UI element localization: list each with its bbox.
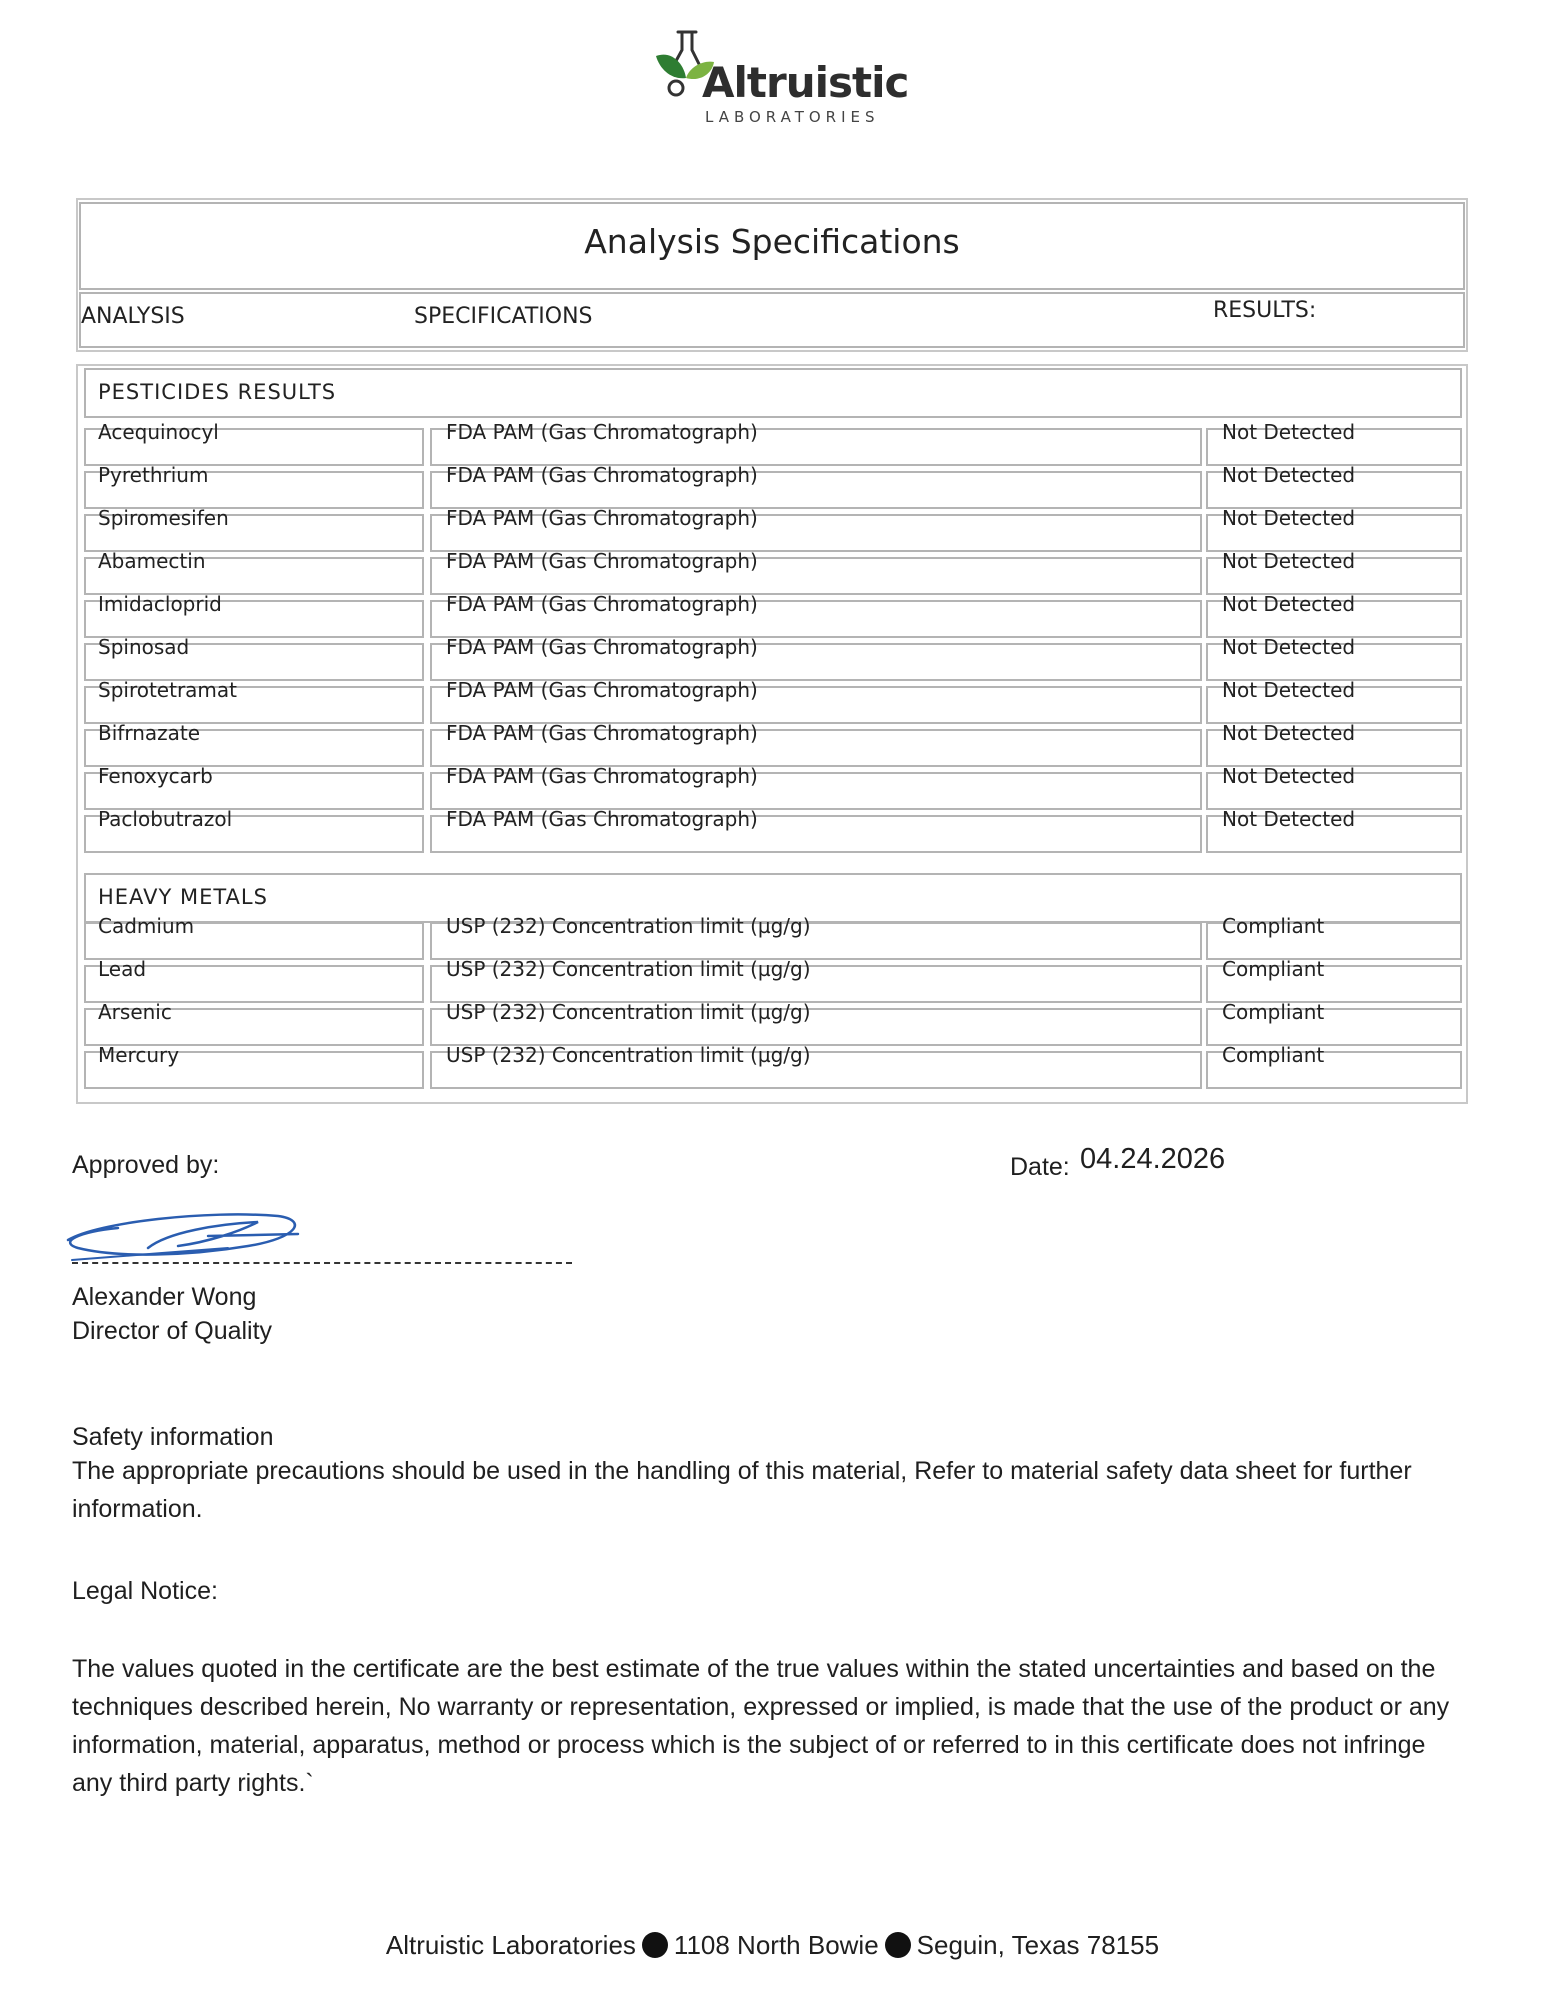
row-specification: FDA PAM (Gas Chromatograph) xyxy=(446,635,758,659)
row-result: Compliant xyxy=(1222,1043,1325,1067)
safety-body: The appropriate precautions should be used in the handling of this material, Refer to material safety data sheet for further information. xyxy=(72,1457,1412,1523)
row-analysis: Mercury xyxy=(98,1043,180,1067)
row-specification: USP (232) Concentration limit (µg/g) xyxy=(446,1043,811,1067)
row-specification: FDA PAM (Gas Chromatograph) xyxy=(446,721,758,745)
row-result: Not Detected xyxy=(1222,420,1356,444)
row-specification: USP (232) Concentration limit (µg/g) xyxy=(446,957,811,981)
section-title-heavy-metals: HEAVY METALS xyxy=(98,885,268,909)
page-title: Analysis Specifications xyxy=(584,222,960,261)
row-result: Not Detected xyxy=(1222,506,1356,530)
date-label: Date: xyxy=(1010,1153,1070,1181)
row-analysis: Abamectin xyxy=(98,549,206,573)
row-result: Not Detected xyxy=(1222,764,1356,788)
row-specification: FDA PAM (Gas Chromatograph) xyxy=(446,592,758,616)
row-analysis: Arsenic xyxy=(98,1000,172,1024)
row-analysis: Lead xyxy=(98,957,147,981)
footer-city: Seguin, Texas 78155 xyxy=(916,1930,1160,1960)
company-logo xyxy=(650,28,909,138)
safety-title: Safety information xyxy=(72,1423,274,1451)
row-analysis: Paclobutrazol xyxy=(98,807,233,831)
row-analysis: Pyrethrium xyxy=(98,463,209,487)
row-result: Compliant xyxy=(1222,1000,1325,1024)
row-analysis: Cadmium xyxy=(98,914,195,938)
row-specification: FDA PAM (Gas Chromatograph) xyxy=(446,463,758,487)
row-specification: USP (232) Concentration limit (µg/g) xyxy=(446,914,811,938)
row-result: Compliant xyxy=(1222,957,1325,981)
signer-title: Director of Quality xyxy=(72,1317,273,1345)
logo-subtitle: LABORATORIES xyxy=(705,108,880,126)
legal-title: Legal Notice: xyxy=(72,1577,218,1605)
bullet-icon xyxy=(885,1932,911,1958)
row-result: Not Detected xyxy=(1222,549,1356,573)
footer-company: Altruistic Laboratories xyxy=(385,1930,636,1960)
section-title-pesticides: PESTICIDES RESULTS xyxy=(98,380,337,404)
bullet-icon xyxy=(642,1932,668,1958)
signature-line xyxy=(72,1262,572,1264)
row-result: Not Detected xyxy=(1222,721,1356,745)
row-analysis: Spirotetramat xyxy=(98,678,238,702)
row-specification: FDA PAM (Gas Chromatograph) xyxy=(446,506,758,530)
row-result: Not Detected xyxy=(1222,807,1356,831)
date-value: 04.24.2026 xyxy=(1080,1143,1226,1175)
row-analysis: Fenoxycarb xyxy=(98,764,213,788)
col-header-specifications: SPECIFICATIONS xyxy=(414,304,593,329)
approved-by-label: Approved by: xyxy=(72,1151,220,1179)
row-analysis: Spiromesifen xyxy=(98,506,229,530)
footer-street: 1108 North Bowie xyxy=(673,1930,879,1960)
row-analysis: Spinosad xyxy=(98,635,190,659)
row-analysis: Imidacloprid xyxy=(98,592,222,616)
row-result: Not Detected xyxy=(1222,678,1356,702)
col-header-analysis: ANALYSIS xyxy=(81,304,185,329)
row-specification: FDA PAM (Gas Chromatograph) xyxy=(446,764,758,788)
row-result: Not Detected xyxy=(1222,635,1356,659)
row-specification: FDA PAM (Gas Chromatograph) xyxy=(446,807,758,831)
row-result: Not Detected xyxy=(1222,592,1356,616)
logo-wordmark: Altruistic xyxy=(702,58,909,107)
row-specification: FDA PAM (Gas Chromatograph) xyxy=(446,549,758,573)
col-header-results: RESULTS: xyxy=(1213,298,1317,323)
row-specification: FDA PAM (Gas Chromatograph) xyxy=(446,678,758,702)
row-result: Compliant xyxy=(1222,914,1325,938)
row-specification: USP (232) Concentration limit (µg/g) xyxy=(446,1000,811,1024)
row-specification: FDA PAM (Gas Chromatograph) xyxy=(446,420,758,444)
row-result: Not Detected xyxy=(1222,463,1356,487)
legal-body: The values quoted in the certificate are the best estimate of the true values within the stated uncertainties and based on the techniques described herein, No warranty or representation, expressed or implied, is made that the use of the product or any information, material, apparatus, method or process which is the subject of or referred to in this certificate does not infringe any third party rights.` xyxy=(72,1655,1450,1797)
footer-address xyxy=(0,1930,1545,1961)
row-analysis: Bifrnazate xyxy=(98,721,201,745)
signer-name: Alexander Wong xyxy=(72,1283,257,1311)
row-analysis: Acequinocyl xyxy=(98,420,219,444)
